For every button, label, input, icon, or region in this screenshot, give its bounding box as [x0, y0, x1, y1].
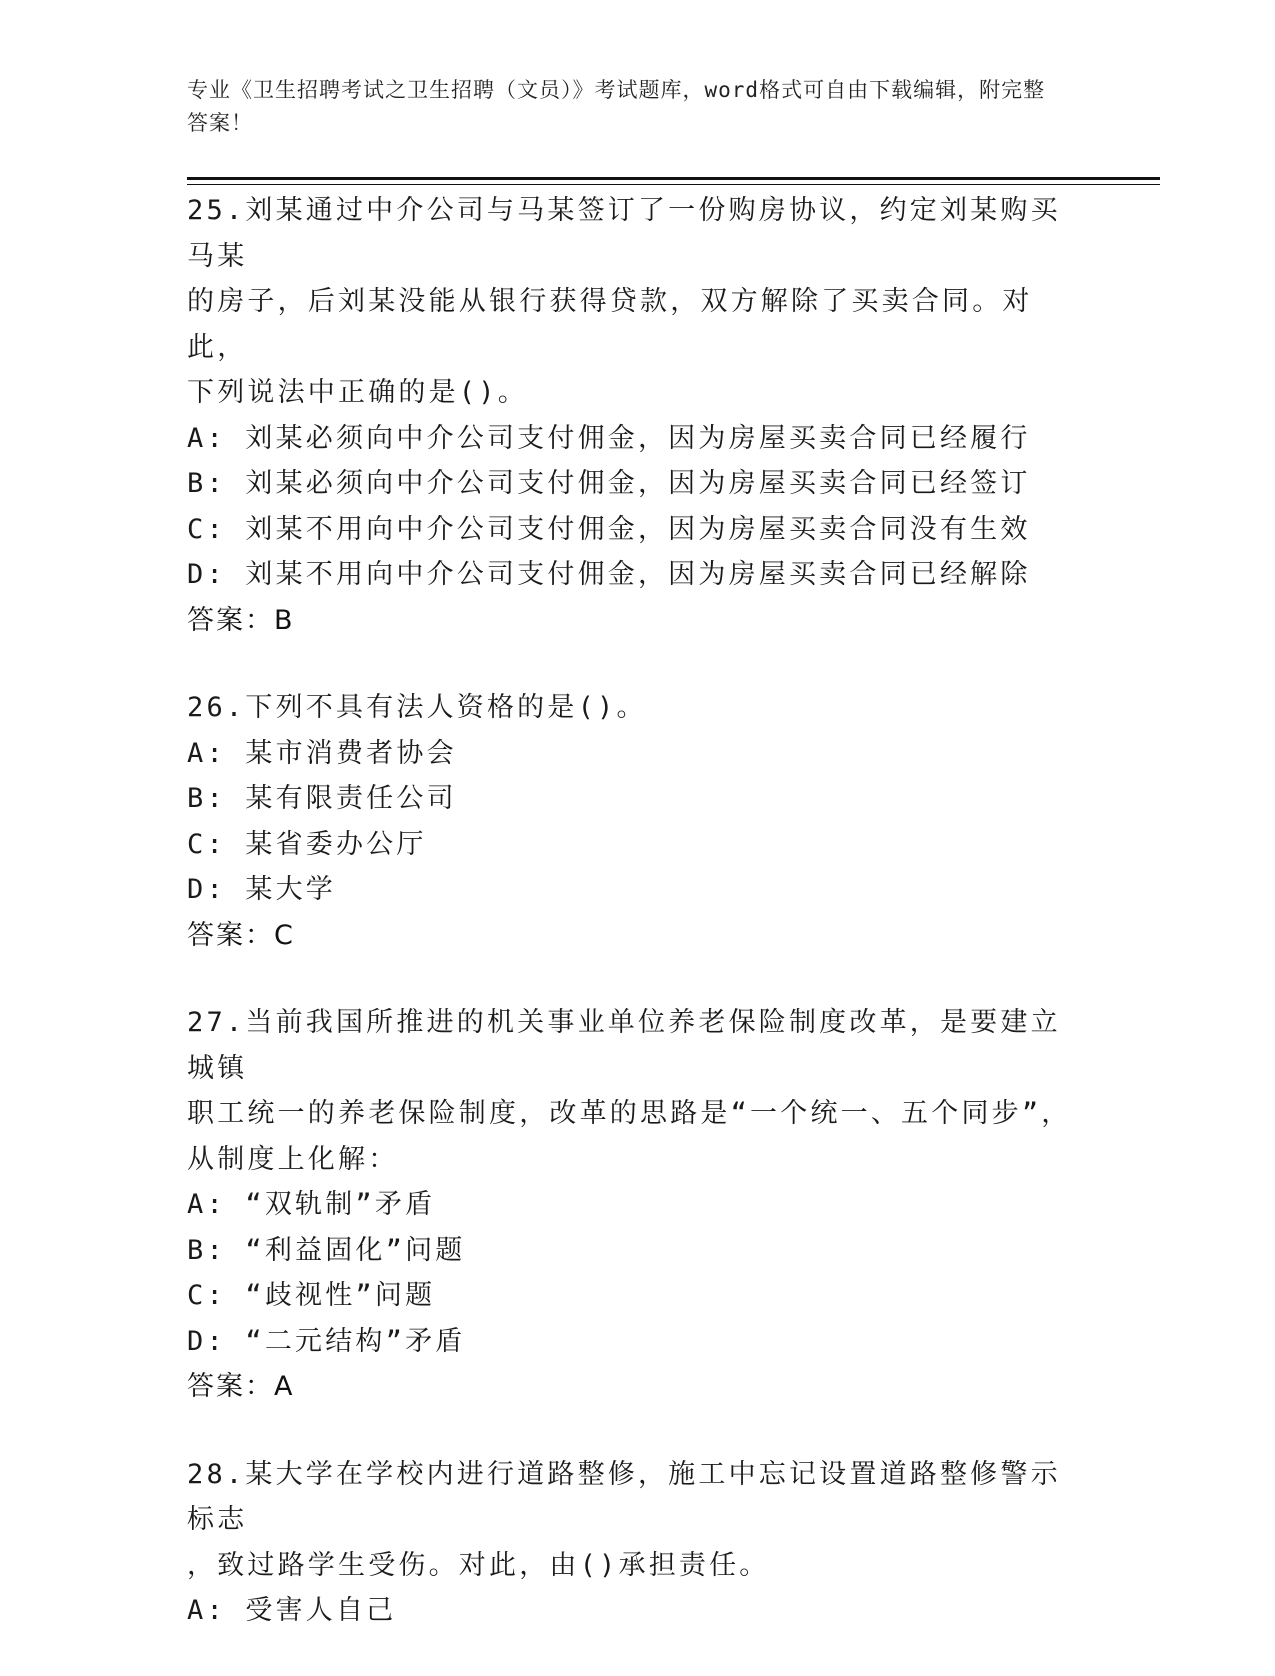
option-d: D: 刘某不用向中介公司支付佣金，因为房屋买卖合同已经解除: [187, 559, 1031, 590]
option-a: A: 某市消费者协会: [187, 737, 457, 769]
question-25: [187, 188, 1087, 643]
option-a: A: 受害人自己: [187, 1595, 397, 1626]
question-stem-line: 25.刘某通过中介公司与马某签订了一份购房协议，约定刘某购买马某: [187, 195, 1061, 272]
question-27: [187, 1000, 1087, 1410]
question-stem-line: 27.当前我国所推进的机关事业单位养老保险制度改革，是要建立城镇: [187, 1007, 1061, 1084]
question-stem-line: 下列说法中正确的是()。: [187, 377, 528, 408]
question-stem-line: 的房子，后刘某没能从银行获得贷款，双方解除了买卖合同。对此，: [187, 286, 1033, 363]
header-divider-thin: [187, 184, 1160, 185]
option-c: C: “歧视性”问题: [187, 1280, 436, 1311]
question-28: [187, 1452, 1087, 1634]
question-stem-line: 职工统一的养老保险制度，改革的思路是“一个统一、五个同步”，: [187, 1098, 1072, 1129]
document-header: 专业《卫生招聘考试之卫生招聘（文员）》考试题库，word格式可自由下载编辑，附完整答案！: [187, 78, 1046, 135]
option-a: A: “双轨制”矛盾: [187, 1189, 436, 1220]
question-stem-line: 26.下列不具有法人资格的是()。: [187, 692, 647, 723]
question-26: [187, 685, 1087, 958]
option-b: B: 刘某必须向中介公司支付佣金，因为房屋买卖合同已经签订: [187, 468, 1031, 499]
option-c: C: 某省委办公厅: [187, 828, 427, 860]
option-c: C: 刘某不用向中介公司支付佣金，因为房屋买卖合同没有生效: [187, 513, 1031, 545]
question-stem-line: 28.某大学在学校内进行道路整修，施工中忘记设置道路整修警示标志: [187, 1458, 1061, 1535]
answer-line: 答案：A: [187, 1371, 295, 1402]
option-b: B: “利益固化”问题: [187, 1234, 466, 1266]
answer-line: 答案：B: [187, 604, 295, 636]
option-d: D: “二元结构”矛盾: [187, 1325, 466, 1357]
question-list: [187, 188, 1087, 1676]
question-stem-line: ，致过路学生受伤。对此，由()承担责任。: [187, 1549, 770, 1581]
answer-line: 答案：C: [187, 919, 295, 951]
option-d: D: 某大学: [187, 874, 336, 905]
header-divider-thick: [187, 177, 1160, 180]
option-a: A: 刘某必须向中介公司支付佣金，因为房屋买卖合同已经履行: [187, 422, 1031, 454]
option-b: B: 某有限责任公司: [187, 783, 457, 814]
question-stem-line: 从制度上化解：: [187, 1143, 399, 1175]
